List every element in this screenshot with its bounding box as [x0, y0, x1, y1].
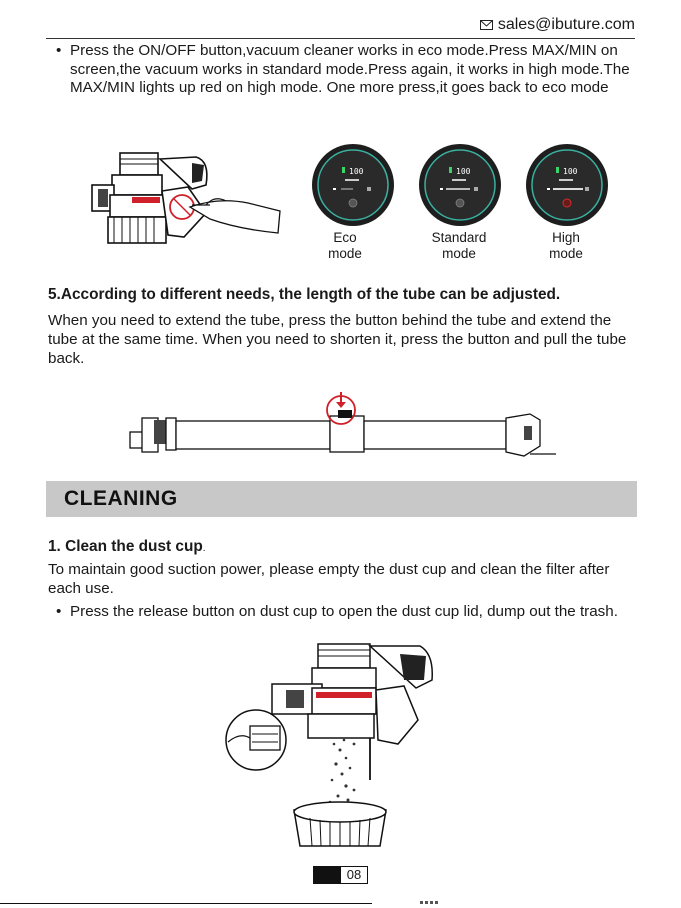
header-email: [480, 16, 635, 34]
standard-mode-display: [418, 143, 502, 227]
standard-display-readout: 100: [456, 167, 471, 176]
section-5-text: When you need to extend the tube, press the button behind the tube and extend the tube at the same time. When you need to shorten it, press the button and pull the tube back.: [48, 312, 627, 367]
clean-dust-cup-text: To maintain good suction power, please empty the dust cup and clean the filter after each use.: [48, 561, 610, 597]
intro-bullet: • Press the ON/OFF button,vacuum cleaner works in eco mode.Press MAX/MIN on screen,the vacuum works in standard mode.Press again, it works in high mode.The MAX/MIN lights up red on high mode. One more press,it goes back to eco mode: [70, 42, 645, 98]
clean-dust-cup-heading: 1. Clean the dust cup.: [48, 538, 206, 555]
mode-label-standard: Standard mode: [431, 230, 487, 261]
dust-cup-emptying-illustration: [220, 640, 445, 850]
high-display-readout: 100: [563, 167, 578, 176]
email-text: sales@ibuture.com: [497, 16, 635, 33]
envelope-icon: [480, 20, 493, 30]
mode-label-eco: Eco mode: [328, 230, 362, 261]
tube-illustration: [128, 390, 558, 462]
clean-dust-cup-bullet: • Press the release button on dust cup to open the dust cup lid, dump out the trash.: [70, 603, 630, 622]
footer-divider: [0, 903, 372, 904]
section-5-heading: 5.According to different needs, the length of the tube can be adjusted.: [48, 286, 561, 303]
eco-display-readout: 100: [349, 167, 364, 176]
page-number-block: [313, 866, 340, 884]
footer-mark-icon: [420, 899, 450, 905]
page-number: 08: [340, 866, 368, 884]
mode-label-high: High mode: [549, 230, 583, 261]
high-mode-display: [525, 143, 609, 227]
eco-mode-display: [311, 143, 395, 227]
page-number-box: [313, 866, 368, 884]
header-divider: [46, 38, 635, 39]
cleaning-title: CLEANING: [64, 487, 178, 510]
vacuum-button-illustration: [88, 145, 283, 250]
cleaning-section-band: [46, 481, 637, 517]
